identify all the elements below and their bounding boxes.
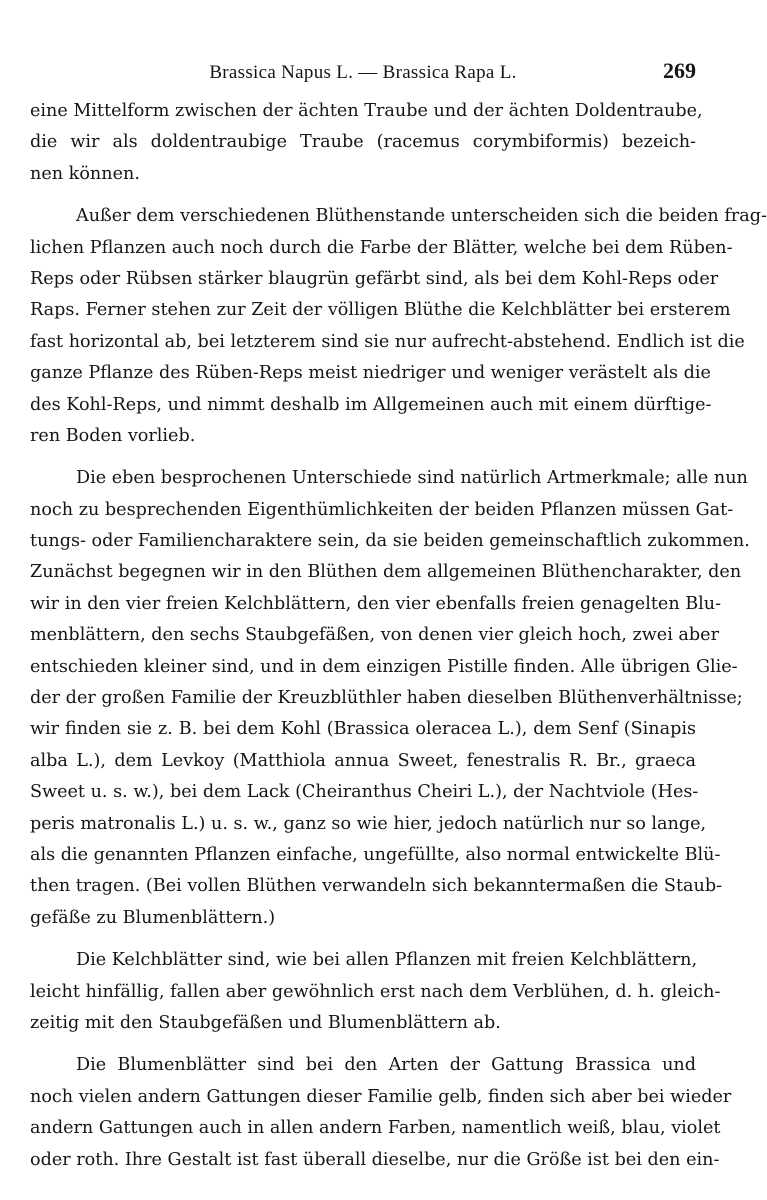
text-line: gefäße zu Blumenblättern.) xyxy=(30,907,276,928)
text-line: Zunächst begegnen wir in den Blüthen dem allgemeinen Blüthencharakter, den xyxy=(30,562,742,583)
text-line: menblättern, den sechs Staubgefäßen, von denen vier gleich hoch, zwei aber xyxy=(30,625,719,646)
paragraph xyxy=(30,463,750,934)
text-line: andern Gattungen auch in allen andern Farben, namentlich weiß, blau, violet xyxy=(30,1118,721,1139)
paragraph xyxy=(30,201,767,452)
text-line: entschieden kleiner sind, und in dem einzigen Pistille finden. Alle übrigen Glie- xyxy=(30,656,738,677)
text-line: Sweet u. s. w.), bei dem Lack (Cheiranthus Cheiri L.), der Nachtviole (Hes- xyxy=(30,782,699,803)
paragraph xyxy=(30,96,703,190)
text-line: then tragen. (Bei vollen Blüthen verwandeln sich bekanntermaßen die Staub- xyxy=(30,876,723,897)
text-line: des Kohl-Reps, und nimmt deshalb im Allgemeinen auch mit einem dürftige- xyxy=(30,394,712,415)
text-line: noch zu besprechenden Eigenthümlichkeiten der beiden Pflanzen müssen Gat- xyxy=(30,499,734,520)
paragraph-gap xyxy=(30,934,696,945)
paragraph-gap xyxy=(30,1039,696,1050)
page-number: 269 xyxy=(663,58,696,83)
text-line: als die genannten Pflanzen einfache, ungefüllte, also normal entwickelte Blü- xyxy=(30,844,721,865)
text-line: oder roth. Ihre Gestalt ist fast überall dieselbe, nur die Größe ist bei den ein- xyxy=(30,1149,720,1170)
text-line: lichen Pflanzen auch noch durch die Farbe der Blätter, welche bei dem Rüben- xyxy=(30,237,733,258)
text-line: wir in den vier freien Kelchblättern, den vier ebenfalls freien genagelten Blu- xyxy=(30,593,722,614)
text-line: nen können. xyxy=(30,163,140,184)
paragraph xyxy=(30,1050,732,1176)
text-line: ren Boden vorlieb. xyxy=(30,425,196,446)
text-line: Raps. Ferner stehen zur Zeit der völligen Blüthe die Kelchblätter bei ersterem xyxy=(30,300,731,321)
page-header xyxy=(30,58,696,92)
text-line: ganze Pflanze des Rüben-Reps meist niedriger und weniger verästelt als die xyxy=(30,363,711,384)
text-line: alba L.), dem Levkoy (Matthiola annua Sweet, fenestralis R. Br., graeca xyxy=(30,750,696,771)
text-line: Die Blumenblätter sind bei den Arten der Gattung Brassica und xyxy=(76,1055,696,1076)
paragraph-gap xyxy=(30,190,696,201)
text-line: wir finden sie z. B. bei dem Kohl (Brassica oleracea L.), dem Senf (Sinapis xyxy=(30,719,696,740)
paragraph xyxy=(30,945,721,1039)
text-line: peris matronalis L.) u. s. w., ganz so wie hier, jedoch natürlich nur so lange, xyxy=(30,813,707,834)
page-body xyxy=(30,96,767,1176)
text-line: Die eben besprochenen Unterschiede sind natürlich Artmerkmale; alle nun xyxy=(76,468,748,489)
text-line: eine Mittelform zwischen der ächten Traube und der ächten Doldentraube, xyxy=(30,101,703,121)
text-line: noch vielen andern Gattungen dieser Familie gelb, finden sich aber bei wieder xyxy=(30,1086,732,1107)
running-head: Brassica Napus L. — Brassica Rapa L. xyxy=(209,62,517,83)
text-line: Reps oder Rübsen stärker blaugrün gefärbt sind, als bei dem Kohl-Reps oder xyxy=(30,268,719,289)
text-line: Außer dem verschiedenen Blüthenstande unterscheiden sich die beiden frag- xyxy=(76,206,767,227)
text-line: die wir als doldentraubige Traube (racemus corymbiformis) bezeich- xyxy=(30,132,696,153)
text-line: zeitig mit den Staubgefäßen und Blumenblättern ab. xyxy=(30,1012,501,1033)
text-line: Die Kelchblätter sind, wie bei allen Pflanzen mit freien Kelchblättern, xyxy=(76,950,698,971)
text-line: fast horizontal ab, bei letzterem sind sie nur aufrecht-abstehend. Endlich ist die xyxy=(30,331,745,352)
text-line: tungs- oder Familiencharaktere sein, da sie beiden gemeinschaftlich zukommen. xyxy=(30,531,750,552)
text-line: der der großen Familie der Kreuzblüthler haben dieselben Blüthenverhältnisse; xyxy=(30,688,743,709)
paragraph-gap xyxy=(30,452,696,463)
text-line: leicht hinfällig, fallen aber gewöhnlich erst nach dem Verblühen, d. h. gleich- xyxy=(30,981,721,1002)
